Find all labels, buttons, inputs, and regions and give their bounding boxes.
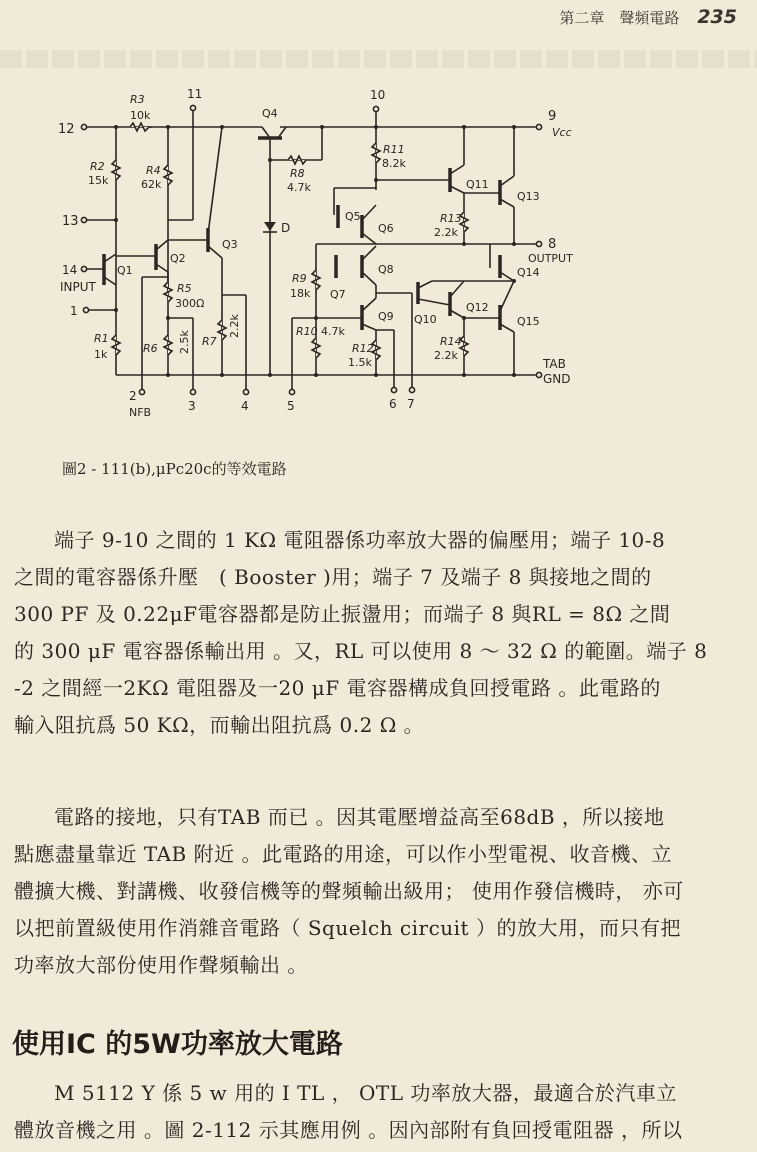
r10-label: R10	[296, 325, 318, 338]
r4-value: 62k	[141, 178, 162, 191]
q9-label: Q9	[378, 310, 394, 323]
q11-label: Q11	[466, 178, 489, 191]
terminal-12-icon	[81, 124, 86, 129]
q4-label: Q4	[262, 107, 278, 120]
chapter-title: 第二章 聲頻電路	[559, 9, 680, 27]
running-header	[559, 6, 737, 28]
terminal-5-label: 5	[287, 399, 295, 413]
terminal-12-label: 12	[58, 122, 75, 137]
terminal-13-label: 13	[62, 214, 79, 229]
r7-label: R7	[202, 335, 217, 348]
q6-label: Q6	[378, 222, 394, 235]
r9-value: 18k	[290, 287, 311, 300]
q15-label: Q15	[517, 315, 540, 328]
paragraph-2-line: 電路的接地，只有TAB 而已 。因其電壓增益高至68dB ，所以接地	[54, 805, 665, 829]
r12-value: 1.5k	[348, 356, 372, 369]
gnd-label: GND	[543, 372, 571, 386]
terminal-6-label: 6	[389, 397, 397, 411]
page-number: 235	[697, 6, 737, 28]
section-paragraph-line: M 5112 Y 係 5 w 用的 I TL ， OTL 功率放大器，最適合於汽車立	[54, 1081, 677, 1105]
paragraph-2-line: 功率放大部份使用作聲頻輸出 。	[14, 953, 308, 977]
q7-label: Q7	[330, 288, 346, 301]
r9-label: R9	[292, 272, 307, 285]
r11-value: 8.2k	[382, 157, 406, 170]
paragraph-1-line: 的 300 μF 電容器係輸出用 。又，RL 可以使用 8 ～ 32 Ω 的範圍。端子 8	[14, 639, 708, 663]
r14-label: R14	[440, 335, 462, 348]
terminal-1-label: 1	[70, 304, 78, 318]
r6-value: 2.5k	[178, 330, 191, 354]
terminal-9-label: 9	[548, 109, 557, 124]
terminal-8-label: 8	[548, 237, 557, 252]
section-heading: 使用IC 的5W功率放大電路	[12, 1029, 343, 1060]
paragraph-1	[14, 522, 749, 744]
diode-icon	[264, 222, 276, 231]
q2-label: Q2	[170, 252, 186, 265]
q8-label: Q8	[378, 263, 394, 276]
q10-label: Q10	[414, 313, 437, 326]
section-paragraph-line: 體放音機之用 。圖 2-112 示其應用例 。因內部附有負回授電阻器 ，所以	[14, 1118, 683, 1142]
r2-label: R2	[90, 160, 105, 173]
q13-label: Q13	[517, 190, 540, 203]
r3-label: R3	[130, 93, 145, 106]
output-label: OUTPUT	[528, 252, 573, 265]
circuit-diagram	[50, 80, 610, 440]
r1-value: 1k	[94, 348, 108, 361]
paragraph-2-line: 點應盡量靠近 TAB 附近 。此電路的用途，可以作小型電視、收音機、立	[14, 842, 672, 866]
terminal-14-label: 14	[62, 263, 78, 277]
r6-label: R6	[143, 342, 158, 355]
vcc-label: Vcc	[552, 126, 572, 139]
paragraph-1-line: 輸入阻抗爲 50 KΩ，而輸出阻抗爲 0.2 Ω 。	[14, 713, 425, 737]
r8-value: 4.7k	[287, 181, 311, 194]
q1-label: Q1	[117, 264, 133, 277]
terminal-2-label: 2	[129, 389, 137, 403]
r10-value: 4.7k	[321, 325, 345, 338]
paragraph-2	[14, 799, 749, 984]
terminal-11-label: 11	[187, 87, 203, 101]
paragraph-1-line: 之間的電容器係升壓 ( Booster )用；端子 7 及端子 8 與接地之間的	[14, 565, 652, 589]
input-label: INPUT	[60, 280, 96, 294]
r13-value: 2.2k	[434, 226, 458, 239]
r3-value: 10k	[130, 109, 151, 122]
r12-label: R12	[352, 342, 374, 355]
r1-label: R1	[94, 332, 109, 345]
paragraph-2-line: 體擴大機、對講機、收發信機等的聲頻輸出級用； 使用作發信機時， 亦可	[14, 879, 684, 903]
diode-label: D	[281, 221, 291, 235]
section-paragraph	[14, 1075, 749, 1149]
tab-label: TAB	[543, 357, 566, 371]
nfb-label: NFB	[129, 406, 152, 419]
q3-label: Q3	[222, 238, 238, 251]
terminal-10-label: 10	[370, 88, 386, 102]
r13-label: R13	[440, 212, 462, 225]
r7-value: 2.2k	[228, 314, 241, 338]
r11-label: R11	[383, 143, 405, 156]
r14-value: 2.2k	[434, 349, 458, 362]
paragraph-2-line: 以把前置級使用作消雜音電路（ Squelch circuit ）的放大用，而只有把	[14, 916, 681, 940]
terminal-7-label: 7	[407, 397, 415, 411]
r2-value: 15k	[88, 174, 109, 187]
figure-caption: 圖2 - 111(b),μPc20c的等效電路	[62, 460, 287, 478]
r8-label: R8	[290, 167, 305, 180]
q14-label: Q14	[517, 266, 540, 279]
r4-label: R4	[146, 164, 161, 177]
r5-label: R5	[177, 282, 192, 295]
terminal-4-label: 4	[241, 399, 249, 413]
paragraph-1-line: 300 PF 及 0.22μF電容器都是防止振盪用；而端子 8 與RL = 8Ω 之間	[14, 602, 671, 626]
terminal-3-label: 3	[188, 399, 196, 413]
bleed-through-text	[0, 50, 757, 68]
r5-value: 300Ω	[175, 297, 205, 310]
paragraph-1-line: -2 之間經一2KΩ 電阻器及一20 μF 電容器構成負回授電路 。此電路的	[14, 676, 661, 700]
paragraph-1-line: 端子 9-10 之間的 1 KΩ 電阻器係功率放大器的偏壓用；端子 10-8	[54, 528, 666, 552]
q12-label: Q12	[466, 301, 489, 314]
q5-label: Q5	[345, 210, 361, 223]
